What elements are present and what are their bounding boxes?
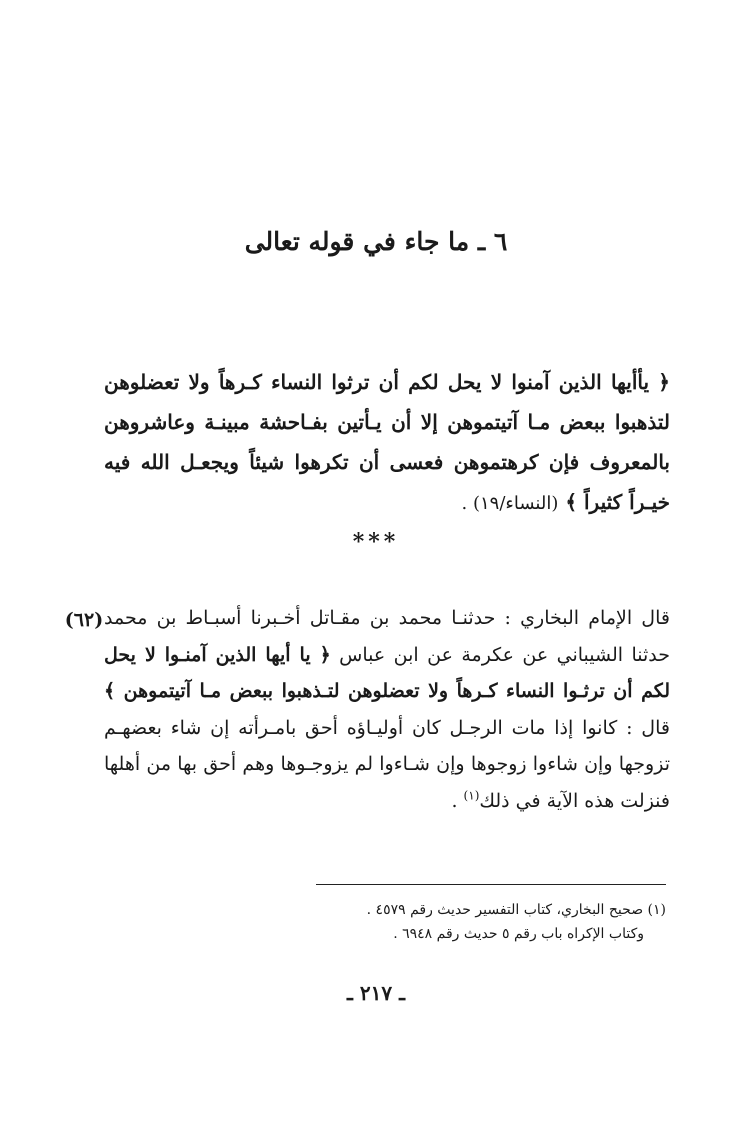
quran-verse: [104, 362, 670, 524]
page-number: ـ ٢١٧ ـ: [347, 981, 405, 1005]
hadith-number: (٦٢): [64, 609, 104, 631]
section-separator: ***: [352, 529, 400, 555]
footnote-1-continued: وكتاب الإكراه باب رقم ٥ حديث رقم ٦٩٤٨ .: [393, 926, 644, 942]
hadith-chain: قال الإمام البخاري : حدثنـا محمد بن مقـاتل أخـبرنا أسبـاط بن محمد حدثنا الشيباني عن عكرمة عن ابن عباس: [104, 607, 670, 666]
footnotes: [300, 898, 666, 946]
hadith-quoted-verse: ﴿ يا أيها الذين آمنـوا لا يحل لكم أن ترثـوا النساء كـرهاً ولا تعضلوهن لتـذهبوا ببعض مـا آتيتموهن ﴾: [104, 643, 670, 702]
footnote-1: (١) صحيح البخاري، كتاب التفسير حديث رقم ٤٥٧٩ .: [366, 902, 666, 918]
verse-text: ﴿ يأأيها الذين آمنوا لا يحل لكم أن ترثوا النساء كـرهاً ولا تعضلوهن لتذهبوا ببعض مـا آتيتموهن إلا أن يـأتين بفـاحشة مبينـة وعاشروهن بالمعروف فإن كرهتموهن فعسى أن تكرهوا شيئاً ويجعـل الله فيه خيـراً كثيراً ﴾: [104, 370, 670, 514]
verse-reference: (النساء/١٩) .: [461, 493, 559, 514]
hadith-body: قال : كانوا إذا مات الرجـل كان أوليـاؤه أحق بامـرأته إن شاء بعضهـم تزوجها وإن شاءوا زوجوها وإن شـاءوا لم يزوجـوها وهم أحق بها من أهلها فنزلت هذه الآية في ذلك: [104, 716, 670, 812]
section-heading: ٦ ـ ما جاء في قوله تعالى: [244, 227, 508, 256]
footnote-divider: [316, 884, 666, 885]
hadith-end: .: [451, 789, 464, 812]
footnote-marker[interactable]: (١): [463, 788, 480, 803]
hadith-text: [104, 600, 670, 819]
